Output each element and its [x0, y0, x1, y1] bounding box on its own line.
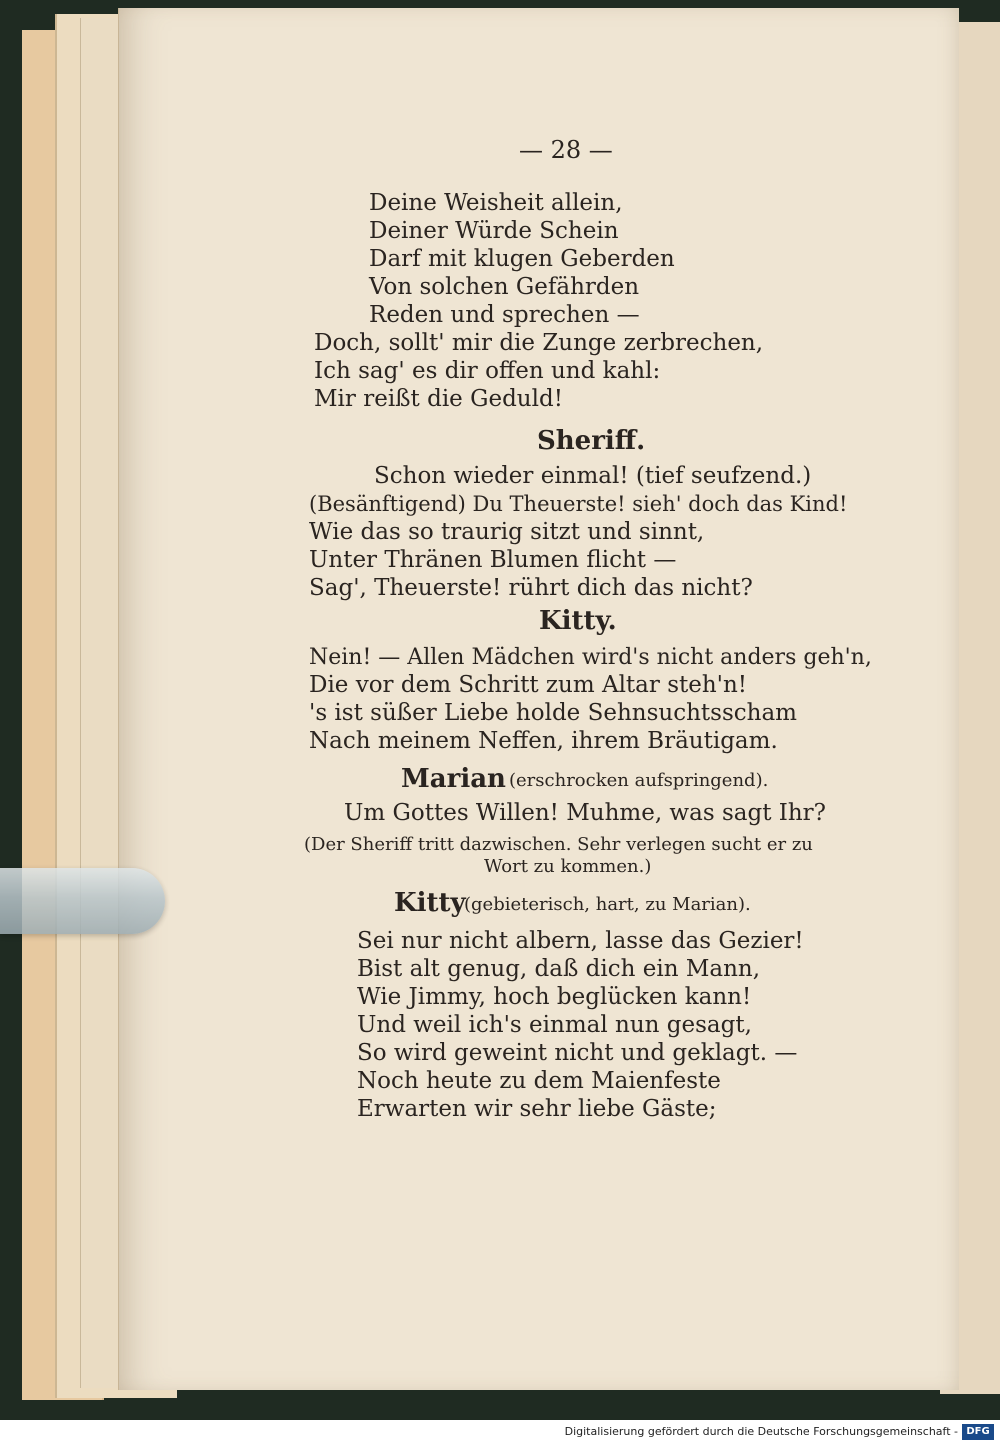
verse-line: Sag', Theuerste! rührt dich das nicht?: [309, 575, 753, 601]
verse-line: Nach meinem Neffen, ihrem Bräutigam.: [309, 728, 778, 754]
verse-line: 's ist süßer Liebe holde Sehnsuchtsscham: [309, 700, 797, 726]
verse-line: Bist alt genug, daß dich ein Mann,: [357, 956, 761, 982]
verse-line: Nein! — Allen Mädchen wird's nicht anders geh'n,: [309, 645, 872, 670]
stage-direction: (gebieterisch, hart, zu Marian).: [464, 894, 751, 915]
verse-line: Und weil ich's einmal nun gesagt,: [357, 1012, 752, 1038]
verse-line: Um Gottes Willen! Muhme, was sagt Ihr?: [344, 800, 826, 826]
verse-line: Wie Jimmy, hoch beglücken kann!: [357, 984, 752, 1010]
book-page: [118, 8, 959, 1390]
footer-credit: Digitalisierung gefördert durch die Deutsche Forschungsgemeinschaft -: [564, 1425, 958, 1438]
stage-direction: Wort zu kommen.): [484, 856, 652, 877]
verse-line: Noch heute zu dem Maienfeste: [357, 1068, 721, 1094]
dfg-logo: DFG: [962, 1424, 994, 1440]
verse-line: Von solchen Gefährden: [369, 274, 640, 300]
stage-direction: (erschrocken aufspringend).: [509, 770, 769, 791]
verse-line: (Besänftigend) Du Theuerste! sieh' doch das Kind!: [309, 492, 848, 516]
stage-direction: (Der Sheriff tritt dazwischen. Sehr verlegen sucht er zu: [304, 834, 813, 855]
speaker-name: Kitty.: [539, 606, 617, 636]
verse-line: Erwarten wir sehr liebe Gäste;: [357, 1096, 717, 1122]
verse-line: Reden und sprechen —: [369, 302, 640, 328]
verse-line: Doch, sollt' mir die Zunge zerbrechen,: [314, 330, 764, 356]
speaker-name: Marian: [401, 764, 506, 794]
verse-line: Sei nur nicht albern, lasse das Gezier!: [357, 928, 804, 954]
verse-line: Unter Thränen Blumen flicht —: [309, 547, 677, 573]
page-number: — 28 —: [519, 136, 613, 164]
verse-line: Wie das so traurig sitzt und sinnt,: [309, 519, 705, 545]
verse-line: Darf mit klugen Geberden: [369, 246, 675, 272]
speaker-name: Sheriff.: [537, 426, 646, 456]
verse-line: Deiner Würde Schein: [369, 218, 619, 244]
verse-line: Ich sag' es dir offen und kahl:: [314, 358, 661, 384]
speaker-name: Kitty: [394, 888, 466, 918]
verse-line: Die vor dem Schritt zum Altar steh'n!: [309, 672, 748, 698]
verse-line: Mir reißt die Geduld!: [314, 386, 563, 412]
page-holder-clip: [0, 868, 165, 934]
verse-line: Schon wieder einmal! (tief seufzend.): [374, 463, 812, 489]
verse-line: So wird geweint nicht und geklagt. —: [357, 1040, 798, 1066]
verse-line: Deine Weisheit allein,: [369, 190, 623, 216]
